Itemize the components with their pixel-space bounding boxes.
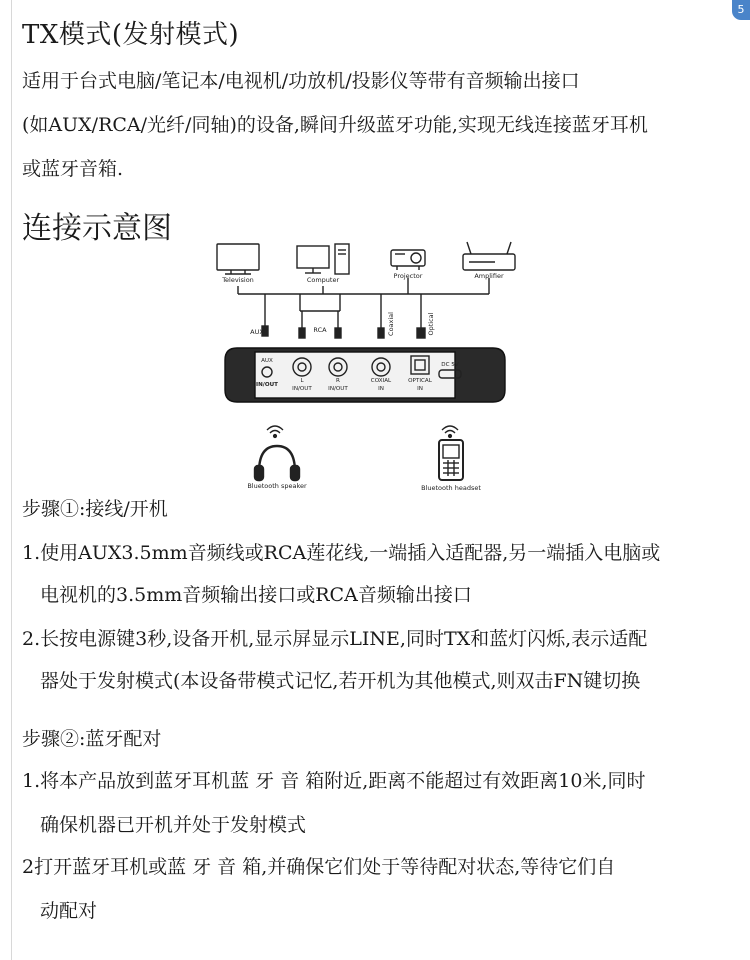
- port-label-optical-in: IN: [417, 386, 423, 392]
- amplifier-icon: [463, 242, 515, 270]
- step1-item1-line1: 1.使用AUX3.5mm音频线或RCA莲花线,一端插入适配器,另一端插入电脑或: [22, 542, 661, 564]
- step2-item2-line2: 动配对: [40, 900, 98, 922]
- page-left-rule: [11, 0, 12, 960]
- port-label-inout-r: IN/OUT: [328, 386, 348, 392]
- port-label-r: R: [336, 378, 340, 384]
- port-label-coaxial-in: IN: [378, 386, 384, 392]
- projector-icon: [391, 250, 425, 270]
- cable-label-rca: RCA: [313, 326, 327, 334]
- television-icon: [217, 244, 259, 274]
- port-label-aux: AUX: [261, 358, 273, 364]
- phone-icon: [439, 440, 463, 480]
- wifi-signal-right-icon: [442, 426, 458, 437]
- label-television: Television: [222, 276, 254, 284]
- label-amplifier: Amplifier: [474, 272, 504, 280]
- headphones-icon: [255, 446, 299, 480]
- port-label-optical: OPTICAL: [408, 378, 432, 384]
- step2-item1-line2: 确保机器已开机并处于发射模式: [40, 814, 307, 836]
- corner-badge[interactable]: 5: [732, 0, 750, 20]
- cable-label-optical: Optical: [427, 312, 435, 336]
- port-label-coaxial: COXIAL: [370, 378, 392, 384]
- step2-item1-line1: 1.将本产品放到蓝牙耳机蓝 牙 音 箱附近,距离不能超过有效距离10米,同时: [22, 770, 646, 792]
- port-label-inout: IN/OUT: [256, 382, 278, 388]
- step2-item2-line1: 2打开蓝牙耳机或蓝 牙 音 箱,并确保它们处于等待配对状态,等待它们自: [22, 856, 616, 878]
- label-bluetooth-headset: Bluetooth headset: [421, 484, 481, 492]
- step1-heading: 步骤①:接线/开机: [22, 498, 168, 520]
- step1-item1-line2: 电视机的3.5mm音频输出接口或RCA音频输出接口: [40, 584, 472, 606]
- step1-item2-line1: 2.长按电源键3秒,设备开机,显示屏显示LINE,同时TX和蓝灯闪烁,表示适配: [22, 628, 648, 650]
- step2-heading: 步骤②:蓝牙配对: [22, 728, 162, 750]
- intro-line-3: 或蓝牙音箱.: [22, 158, 124, 180]
- intro-line-1: 适用于台式电脑/笔记本/电视机/功放机/投影仪等带有音频输出接口: [22, 70, 580, 92]
- diagram-section-title: 连接示意图: [22, 211, 172, 246]
- label-computer: Computer: [306, 276, 340, 284]
- intro-line-2: (如AUX/RCA/光纤/同轴)的设备,瞬间升级蓝牙功能,实现无线连接蓝牙耳机: [22, 114, 648, 136]
- cable-label-coaxial: Coaxial: [387, 312, 395, 336]
- port-label-dc: DC 5V: [441, 362, 459, 368]
- label-bluetooth-speaker: Bluetooth speaker: [247, 482, 307, 490]
- computer-icon: [297, 244, 349, 274]
- cable-label-aux: AUX: [250, 328, 264, 336]
- page-title: TX模式(发射模式): [22, 20, 240, 50]
- connection-diagram: [205, 236, 525, 498]
- adapter-device: [225, 348, 505, 402]
- port-label-l: L: [300, 378, 304, 384]
- wifi-signal-left-icon: [267, 426, 283, 437]
- label-projector: Projector: [393, 272, 423, 280]
- port-label-inout-l: IN/OUT: [292, 386, 312, 392]
- step1-item2-line2: 器处于发射模式(本设备带模式记忆,若开机为其他模式,则双击FN键切换: [40, 670, 641, 692]
